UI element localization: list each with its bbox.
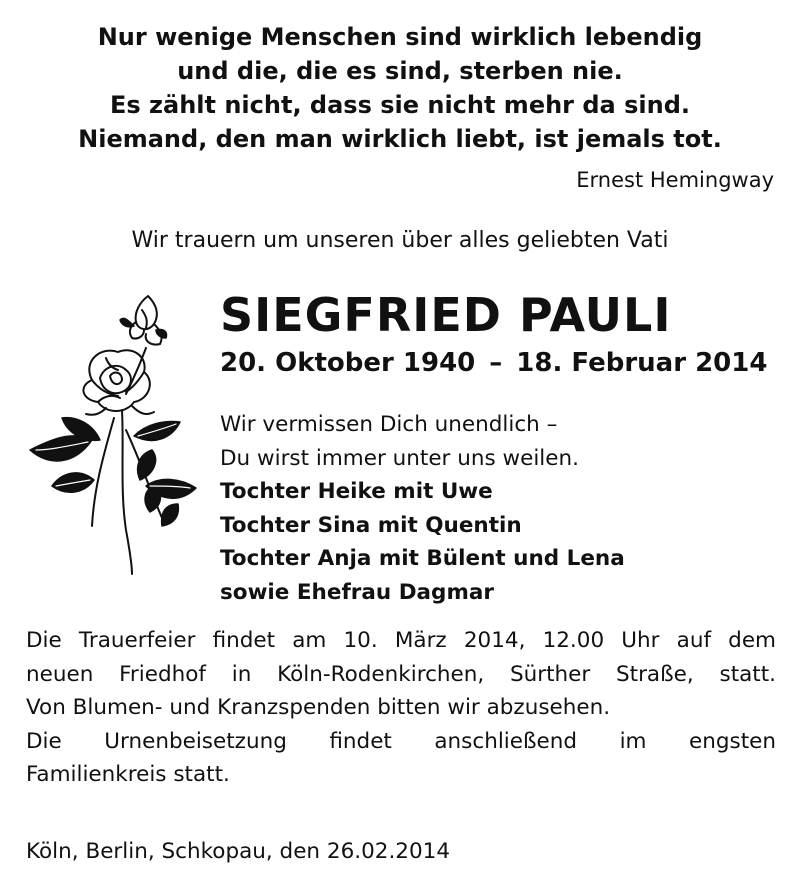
rose-icon [22,290,202,580]
birth-date: 20. Oktober 1940 [220,348,476,378]
ceremony-line: Von Blumen- und Kranzspenden bitten wir abzusehen. [26,695,611,720]
farewell-line: Du wirst immer unter uns weilen. [220,445,579,471]
quote-line: und die, die es sind, sterben nie. [177,57,623,85]
deceased-name: SIEGFRIED PAULI [220,288,672,342]
ceremony-line: neuen Friedhof in Köln-Rodenkirchen, Sürther Straße, statt. [26,661,776,687]
family-block [220,408,625,609]
life-dates [220,346,767,380]
ceremony-info [26,624,776,792]
mourning-intro: Wir trauern um unseren über alles geliebten Vati [131,228,669,253]
mourner-line: Tochter Heike mit Uwe [220,479,493,504]
quote-line: Niemand, den man wirklich liebt, ist jemals tot. [78,125,722,153]
quote-author: Ernest Hemingway [576,168,774,192]
ceremony-line: Die Urnenbeisetzung findet anschließend im engsten [26,728,776,754]
hemingway-quote [0,20,800,156]
farewell-line: Wir vermissen Dich unendlich – [220,412,558,437]
ceremony-line: Familienkreis statt. [26,762,230,787]
mourner-line: sowie Ehefrau Dagmar [220,579,494,605]
mourner-line: Tochter Anja mit Bülent und Lena [220,546,625,571]
place-and-date: Köln, Berlin, Schkopau, den 26.02.2014 [26,839,450,864]
quote-line: Es zählt nicht, dass sie nicht mehr da sind. [110,91,690,119]
mourner-line: Tochter Sina mit Quentin [220,512,522,538]
quote-line: Nur wenige Menschen sind wirklich lebendig [97,23,703,51]
date-separator: – [489,348,503,378]
death-date: 18. Februar 2014 [516,348,768,378]
ceremony-line: Die Trauerfeier findet am 10. März 2014, 12.00 Uhr auf dem [26,628,776,653]
